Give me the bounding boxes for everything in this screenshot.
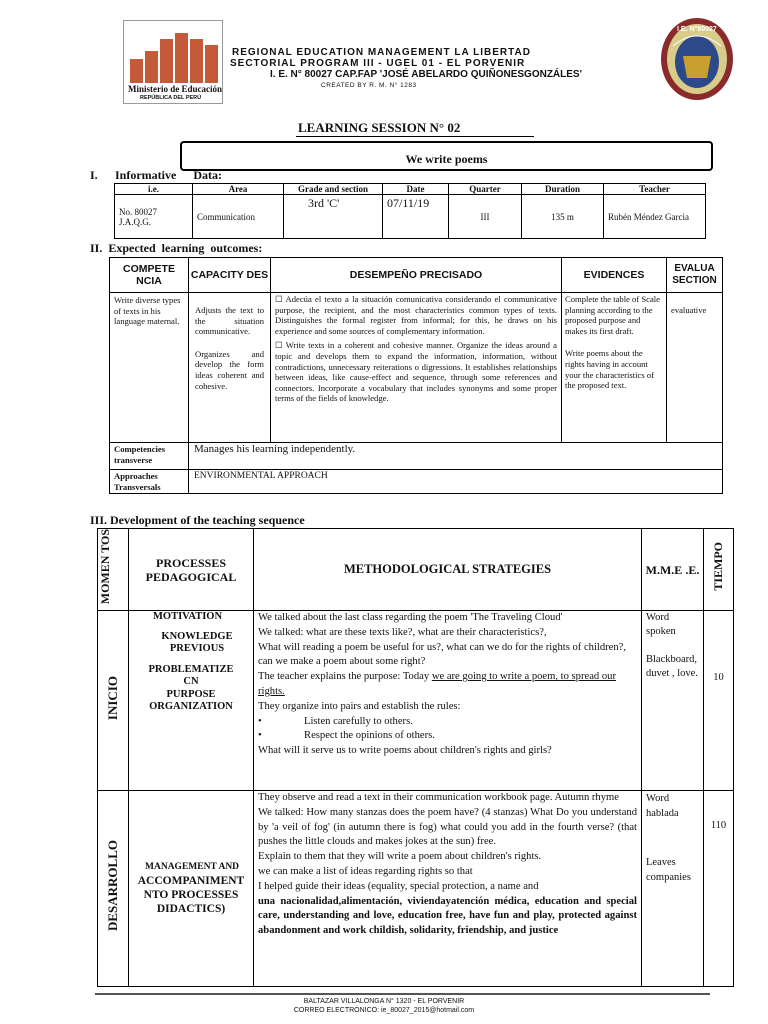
- inicio-label-cell: [98, 611, 129, 791]
- subtitle-box: [180, 141, 713, 171]
- col-ie: i.e.: [115, 184, 193, 195]
- proc-motivation: MOTIVATION: [153, 611, 223, 623]
- value-teacher: Rubén Méndez Garcia: [604, 195, 706, 239]
- bullet-1-text: Listen carefully to others.: [304, 715, 413, 727]
- inicio-s4a: The teacher explains the purpose: Today: [258, 671, 432, 683]
- ministry-country: REPÚBLICA DEL PERÚ: [140, 95, 202, 101]
- col-evidences: EVIDENCES: [562, 258, 667, 293]
- inicio-bullet-1: [258, 715, 637, 730]
- desarrollo-mme: [642, 791, 704, 987]
- inicio-label: INICIO: [104, 675, 120, 720]
- desarrollo-time: 110: [704, 791, 734, 987]
- approaches-label: Approaches Transversals: [110, 470, 189, 494]
- approaches-value: ENVIRONMENTAL APPROACH: [189, 470, 723, 494]
- value-date: 07/11/19: [383, 195, 449, 239]
- proc-problematize: PROBLEMATIZE CN: [148, 663, 234, 688]
- transverse-label: Competencies transverse: [110, 443, 189, 470]
- desarrollo-row: [98, 791, 734, 987]
- header-line-2: SECTORIAL PROGRAM III - UGEL 01 - EL PORVENIR: [230, 58, 526, 69]
- proc-management: MANAGEMENT AND: [145, 862, 240, 873]
- value-area: Communication: [193, 195, 284, 239]
- school-seal: [659, 16, 735, 102]
- value-quarter: III: [449, 195, 522, 239]
- bullet-icon: •: [258, 730, 262, 742]
- informative-value-row: [115, 195, 706, 239]
- col-capacity: CAPACITY DES: [189, 258, 271, 293]
- proc-purpose: PURPOSE ORGANIZATION: [149, 688, 233, 713]
- evidence-2: Write poems about the rights having in account your the characteristics of the proposed text.: [565, 348, 655, 391]
- inicio-mme: [642, 611, 704, 791]
- capacity-2: Organizes and develop the form ideas coherent and cohesive.: [195, 348, 264, 391]
- informative-header-row: [115, 184, 706, 195]
- development-header-row: [98, 529, 734, 611]
- inicio-mme-1: Word spoken: [646, 612, 676, 638]
- informative-table: [114, 183, 706, 239]
- inicio-bullet-2: [258, 729, 637, 744]
- proc-accompaniment: ACCOMPANIMENT NTO PROCESSES DIDACTICS): [137, 874, 245, 915]
- col-strategies: METHODOLOGICAL STRATEGIES: [254, 529, 642, 611]
- performance-cell: [271, 293, 562, 443]
- inicio-s2: We talked: what are these texts like?, what are their characteristics?,: [258, 626, 547, 638]
- bullet-2-text: Respect the opinions of others.: [304, 730, 435, 742]
- col-moments: MOMEN TOS: [98, 529, 112, 605]
- section-3-heading: III. Development of the teaching sequence: [90, 513, 305, 527]
- inicio-time: 10: [704, 611, 734, 791]
- evidence-cell: [562, 293, 667, 443]
- ministry-name: Ministerio de Educación: [128, 84, 222, 94]
- inicio-s5: They organize into pairs and establish the rules:: [258, 700, 461, 712]
- col-teacher: Teacher: [604, 184, 706, 195]
- desarrollo-mme-2: Leaves companies: [646, 857, 691, 884]
- inicio-strategies: [254, 611, 642, 791]
- competence-text: Write diverse types of texts in his language maternal.: [110, 293, 189, 443]
- value-duration: 135 m: [522, 195, 604, 239]
- inicio-mme-2: Blackboard, duvet , love.: [646, 654, 698, 680]
- seal-text: I.E. N°80027: [677, 26, 717, 33]
- title-rule: [296, 136, 534, 137]
- session-subtitle: We write poems: [405, 152, 488, 166]
- footer-email: CORREO ELECTRÓNICO: ie_80027_2015@hotmail.com: [293, 1007, 475, 1014]
- inicio-s1: We talked about the last class regarding the poem 'The Traveling Cloud': [258, 612, 563, 624]
- col-quarter: Quarter: [449, 184, 522, 195]
- transverse-row: [110, 443, 723, 470]
- col-time: TIEMPO: [711, 542, 726, 591]
- outcomes-table: [109, 257, 723, 494]
- section-1-heading: Informative Data:: [115, 168, 222, 182]
- col-mme: M.M.E .E.: [642, 529, 704, 611]
- inicio-processes: [129, 611, 254, 791]
- desarrollo-s3: Explain to them that they will write a poem about children's rights.: [258, 851, 542, 863]
- desarrollo-s6: una nacionalidad,alimentación, viviendayatención médica, education and special care, understanding and love, education free, have fun and play, protected against abandonment and work childish, solidarity, friendship, and justice: [258, 895, 637, 937]
- desarrollo-s4: we can make a list of ideas regarding rights so that: [258, 866, 473, 878]
- col-performance: DESEMPEÑO PRECISADO: [271, 258, 562, 293]
- desarrollo-mme-1: Word hablada: [646, 793, 679, 820]
- development-table: [97, 528, 734, 987]
- desarrollo-s1: They observe and read a text in their communication workbook page. Autumn rhyme: [258, 792, 619, 804]
- evaluation-text: evaluative: [667, 293, 723, 443]
- desarrollo-processes: [129, 791, 254, 987]
- header-line-1: REGIONAL EDUCATION MANAGEMENT LA LIBERTAD: [232, 47, 531, 58]
- inicio-row: [98, 611, 734, 791]
- col-area: Area: [193, 184, 284, 195]
- value-grade: 3rd 'C': [284, 195, 383, 239]
- header-line-4: CREATED BY R. M. N° 1283: [321, 82, 417, 89]
- col-date: Date: [383, 184, 449, 195]
- inicio-s6: What will it serve us to write poems about children's rights and girls?: [258, 745, 552, 757]
- value-ie: No. 80027 J.A.Q.G.: [115, 195, 193, 239]
- ministry-logo: [123, 20, 223, 104]
- header-line-3: I. E. N° 80027 CAP.FAP 'JOSÉ ABELARDO QUIÑONESGONZÁLES': [270, 69, 582, 80]
- inicio-s4: [258, 670, 637, 700]
- proc-knowledge: KNOWLEDGE PREVIOUS: [161, 630, 233, 655]
- section-2-heading: II. Expected learning outcomes:: [90, 241, 263, 255]
- bullet-icon: •: [258, 715, 262, 727]
- performance-2: ☐ Write texts in a coherent and cohesive manner. Organize the ideas around a topic and develops them to expand the information, information, without contradictions, unnecessary reiterations o digressions. It establishes relationships between ideas, like cause-effect and sequence, through some references and connectors. Incorporate a vocabulary that includes synonyms and some proper terms of the fields of knowledge.: [275, 340, 557, 404]
- desarrollo-label-cell: [98, 791, 129, 987]
- col-time-cell: [704, 529, 734, 611]
- desarrollo-strategies: [254, 791, 642, 987]
- desarrollo-label: DESARROLLO: [104, 840, 120, 932]
- session-title: LEARNING SESSION N° 02: [298, 120, 461, 135]
- inicio-s4b: we are going to write a poem, to spread our rights.: [258, 671, 616, 698]
- col-competence: COMPETE NCIA: [110, 258, 189, 293]
- inicio-s3: What will reading a poem be useful for us?, what can we do for the rights of children?, can we make a poem about some right?: [258, 641, 627, 668]
- transverse-value: Manages his learning independently.: [189, 443, 723, 470]
- desarrollo-s5: I helped guide their ideas (equality, special protection, a name and: [258, 880, 539, 892]
- section-1-number: I.: [90, 168, 98, 182]
- ministry-logo-icon: [124, 21, 222, 83]
- footer-rule: [95, 993, 710, 995]
- capacity-cell: [189, 293, 271, 443]
- col-evaluation: EVALUA SECTION: [667, 258, 723, 293]
- col-moments-cell: [98, 529, 129, 611]
- footer-address: BALTAZAR VILLALONGA N° 1320 - EL PORVENIR: [303, 998, 465, 1005]
- col-duration: Duration: [522, 184, 604, 195]
- outcomes-row: [110, 293, 723, 443]
- performance-1: ☐ Adecúa el texto a la situación comunicativa considerando el communicative purpose, the recipient, and the most characteristics common types of texts. Distinguishes the formal register from informal; for this, he draws on his experience and some sources of complementary information.: [275, 294, 557, 336]
- evidence-1: Complete the table of Scale planning according to the proposed purpose and makes its first draft.: [565, 294, 660, 336]
- col-processes: PROCESSES PEDAGOGICAL: [129, 529, 254, 611]
- capacity-1: Adjusts the text to the situation communicative.: [195, 305, 264, 337]
- desarrollo-s2: We talked: How many stanzas does the poem have? (4 stanzas) What Do you understand by 'a veil of fog' (in autumn there is fog) what could you add in the fourth verse? (that pushes the little clouds and makes jokes at the sun) free.: [258, 806, 637, 848]
- approaches-row: [110, 470, 723, 494]
- col-grade: Grade and section: [284, 184, 383, 195]
- outcomes-header-row: [110, 258, 723, 293]
